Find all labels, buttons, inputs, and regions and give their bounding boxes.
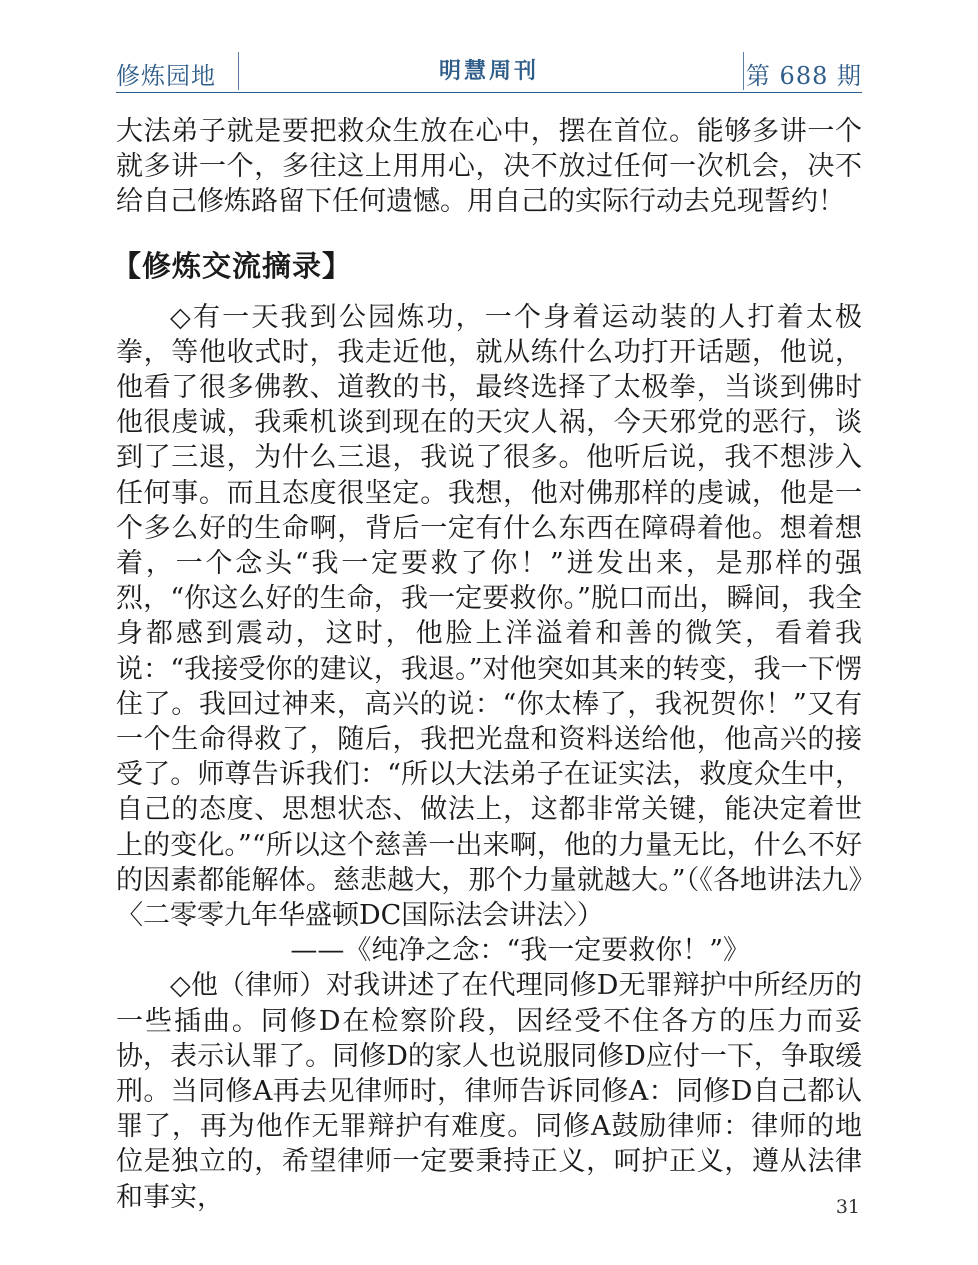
header-divider-right <box>743 52 744 90</box>
issue-number: 第 688 期 <box>745 62 862 90</box>
excerpt-paragraph-2: ◇他（律师）对我讲述了在代理同修D无罪辩护中所经历的一些插曲。同修D在检察阶段，因经受不住各方的压力而妥协，表示认罪了。同修D的家人也说服同修D应付一下，争取缓刑。当同修A再去见律师时，律师告诉同修A：同修D自己都认罪了，再为他作无罪辩护有难度。同修A鼓励律师：律师的地位是独立的，希望律师一定要秉持正义，呵护正义，遵从法律和事实， <box>116 970 862 1213</box>
header-rule <box>116 92 862 93</box>
article-body <box>112 114 862 1215</box>
section-heading: 【修炼交流摘录】 <box>112 248 353 283</box>
excerpt-paragraph-1: ◇有一天我到公园炼功，一个身着运动装的人打着太极拳，等他收式时，我走近他，就从练什么功打开话题，他说，他看了很多佛教、道教的书，最终选择了太极拳，当谈到佛时他很虔诚，我乘机谈到现在的天灾人祸，今天邪党的恶行，谈到了三退，为什么三退，我说了很多。他听后说，我不想涉入任何事。而且态度很坚定。我想，他对佛那样的虔诚，他是一个多么好的生命啊，背后一定有什么东西在障碍着他。想着想着，一个念头“我一定要救了你！”迸发出来，是那样的强烈，“你这么好的生命，我一定要救你。”脱口而出，瞬间，我全身都感到震动，这时，他脸上洋溢着和善的微笑，看着我说：“我接受你的建议，我退。”对他突如其来的转变，我一下愣住了。我回过神来，高兴的说：“你太棒了，我祝贺你！”又有一个生命得救了，随后，我把光盘和资料送给他，他高兴的接受了。师尊告诉我们：“所以大法弟子在证实法，救度众生中，自己的态度、思想状态、做法上，这都非常关键，能决定着世上的变化。”“所以这个慈善一出来啊，他的力量无比，什么不好的因素都能解体。慈悲越大，那个力量就越大。”（《各地讲法九》〈二零零九年华盛顿DC国际法会讲法〉） <box>116 301 862 932</box>
page-number: 31 <box>835 1196 860 1218</box>
excerpt-attribution: ——《纯净之念：“我一定要救你！”》 <box>290 935 750 967</box>
page-header <box>116 52 862 92</box>
section-name: 修炼园地 <box>116 62 216 90</box>
intro-paragraph: 大法弟子就是要把救众生放在心中，摆在首位。能够多讲一个就多讲一个，多往这上用用心，决不放过任何一次机会，决不给自己修炼路留下任何遗憾。用自己的实际行动去兑现誓约！ <box>116 116 862 218</box>
publication-title: 明慧周刊 <box>438 59 539 84</box>
